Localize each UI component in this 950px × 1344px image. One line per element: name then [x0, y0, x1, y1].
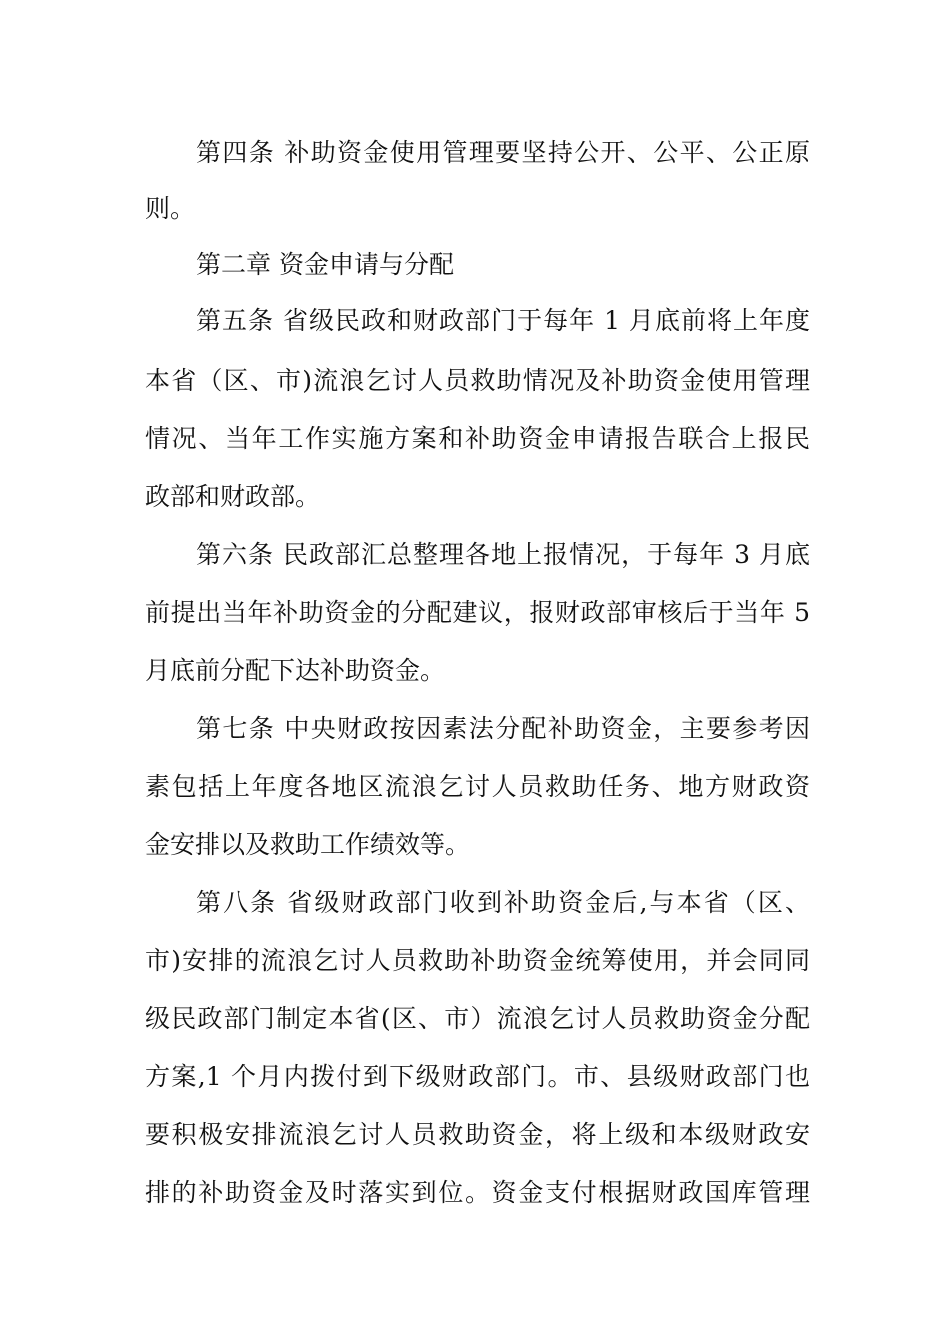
article-8-line-6: 排的补助资金及时落实到位。资金支付根据财政国库管理	[145, 1178, 810, 1207]
article-8-line-3: 级民政部门制定本省(区、市）流浪乞讨人员救助资金分配	[145, 1004, 810, 1033]
article-8-line-5: 要积极安排流浪乞讨人员救助资金，将上级和本级财政安	[145, 1120, 810, 1149]
chapter-2-heading: 第二章 资金申请与分配	[196, 250, 454, 279]
article-5-line-4: 政部和财政部。	[145, 482, 321, 511]
article-5-line-2: 本省（区、市)流浪乞讨人员救助情况及补助资金使用管理	[145, 366, 810, 395]
article-6-line-3: 月底前分配下达补助资金。	[145, 656, 446, 685]
article-5-line-1: 第五条 省级民政和财政部门于每年 1 月底前将上年度	[196, 306, 810, 335]
article-4-line-1: 第四条 补助资金使用管理要坚持公开、公平、公正原	[196, 138, 810, 167]
article-6-line-2: 前提出当年补助资金的分配建议，报财政部审核后于当年 5	[145, 598, 810, 627]
article-7-line-3: 金安排以及救助工作绩效等。	[145, 830, 471, 859]
article-8-line-2: 市)安排的流浪乞讨人员救助补助资金统筹使用，并会同同	[145, 946, 810, 975]
article-8-line-1: 第八条 省级财政部门收到补助资金后,与本省（区、	[196, 888, 810, 917]
article-4-line-2: 则。	[145, 194, 196, 223]
article-6-line-1: 第六条 民政部汇总整理各地上报情况，于每年 3 月底	[196, 540, 810, 569]
article-7-line-2: 素包括上年度各地区流浪乞讨人员救助任务、地方财政资	[145, 772, 810, 801]
article-5-line-3: 情况、当年工作实施方案和补助资金申请报告联合上报民	[145, 424, 810, 453]
article-7-line-1: 第七条 中央财政按因素法分配补助资金，主要参考因	[196, 714, 810, 743]
article-8-line-4: 方案,1 个月内拨付到下级财政部门。市、县级财政部门也	[145, 1062, 810, 1091]
